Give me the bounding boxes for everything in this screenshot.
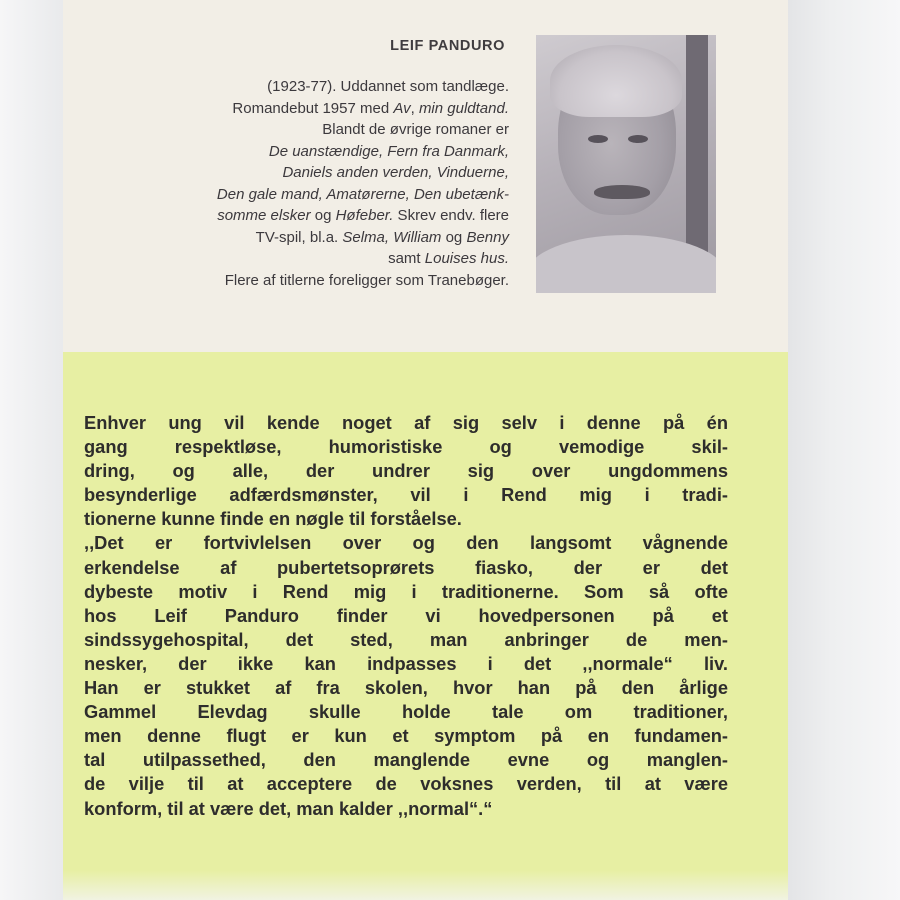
author-photo (536, 35, 716, 293)
bio-line (63, 270, 509, 292)
bio-line (63, 141, 509, 163)
bio-text: Skrev endv. flere (393, 207, 509, 224)
bio-title-text: De uanstændige, Fern fra Danmark, (268, 142, 509, 160)
author-bio (63, 76, 509, 291)
blurb-line: besynderlige adfærdsmønster, vil i Rend mig i tradi- (84, 484, 728, 506)
blurb-line: konform, til at være det, man kalder ,,normal“.“ (84, 797, 493, 819)
bio-line (63, 227, 509, 249)
bio-line (63, 162, 509, 184)
bio-text: samt (388, 250, 425, 267)
bio-text: Romandebut 1957 med (232, 99, 394, 117)
blurb-line: erkendelse af pubertetsoprørets fiasko, der er det (84, 556, 728, 578)
blurb-line: tal utilpassethed, den manglende evne og manglen- (84, 749, 728, 771)
blurb-text (84, 411, 728, 821)
blurb-line: dybeste motiv i Rend mig i traditionerne. Som så ofte (84, 580, 728, 602)
blurb-line: de vilje til at acceptere de voksnes verden, til at være (84, 773, 728, 795)
blurb-line: dring, og alle, der undrer sig over ungdommens (84, 460, 728, 482)
blurb-line: tionerne kunne finde en nøgle til forståelse. (84, 508, 462, 530)
bio-text: og (310, 207, 336, 224)
bio-title-text: Daniels anden verden, Vinduerne, (282, 164, 509, 181)
blurb-line: Gammel Elevdag skulle holde tale om traditioner, (84, 701, 728, 723)
bio-title-text: Selma, William (342, 228, 442, 246)
bio-title-text: min guldtand. (418, 99, 509, 117)
bio-line (63, 119, 509, 141)
right-background (786, 0, 900, 900)
blurb-line: nesker, der ikke kan indpasses i det ,,normale“ liv. (84, 652, 728, 674)
blurb-line: hos Leif Panduro finder vi hovedpersonen på et (84, 604, 728, 626)
bio-text: og (441, 228, 467, 246)
blurb-line: ,,Det er fortvivlelsen over og den langsomt vågnende (84, 532, 728, 554)
bio-line (63, 205, 509, 227)
blurb-line: gang respektløse, humoristiske og vemodige skil- (84, 436, 728, 458)
blurb-line: sindssygehospital, det sted, man anbringer de men- (84, 628, 728, 650)
bio-line (63, 98, 509, 120)
bio-text: TV-spil, bl.a. (255, 228, 343, 246)
bio-text: , (410, 99, 419, 117)
photo-hair (550, 45, 682, 117)
bio-title-text: somme elsker (217, 207, 311, 224)
photo-shoulders (536, 235, 716, 293)
blurb-line: Enhver ung vil kende noget af sig selv i denne på én (84, 412, 728, 433)
bio-text: Blandt de øvrige romaner er (322, 121, 509, 138)
bio-text: (1923-77). Uddannet som tandlæge. (267, 78, 509, 95)
bio-title-text: Den gale mand, Amatørerne, Den ubetænk- (216, 185, 509, 203)
bio-title-text: Høfeber. (335, 207, 394, 224)
cover-bottom-edge (63, 870, 788, 900)
author-name: LEIF PANDURO (390, 38, 505, 54)
left-background (0, 0, 63, 900)
blurb-line: men denne flugt er kun et symptom på en fundamen- (84, 725, 728, 747)
bio-line (63, 76, 509, 98)
bio-line (63, 184, 509, 206)
bio-title-text: Benny (466, 228, 509, 246)
photo-right-eye (628, 135, 648, 143)
author-section (63, 0, 788, 352)
bio-line (63, 248, 509, 270)
blurb-line: Han er stukket af fra skolen, hvor han på den årlige (84, 677, 728, 699)
bio-title-text: Av (393, 99, 411, 117)
bio-text: Flere af titlerne foreligger som Tranebøger. (224, 271, 509, 289)
photo-moustache (594, 185, 650, 199)
photo-left-eye (588, 135, 608, 143)
bio-title-text: Louises hus. (424, 250, 509, 267)
